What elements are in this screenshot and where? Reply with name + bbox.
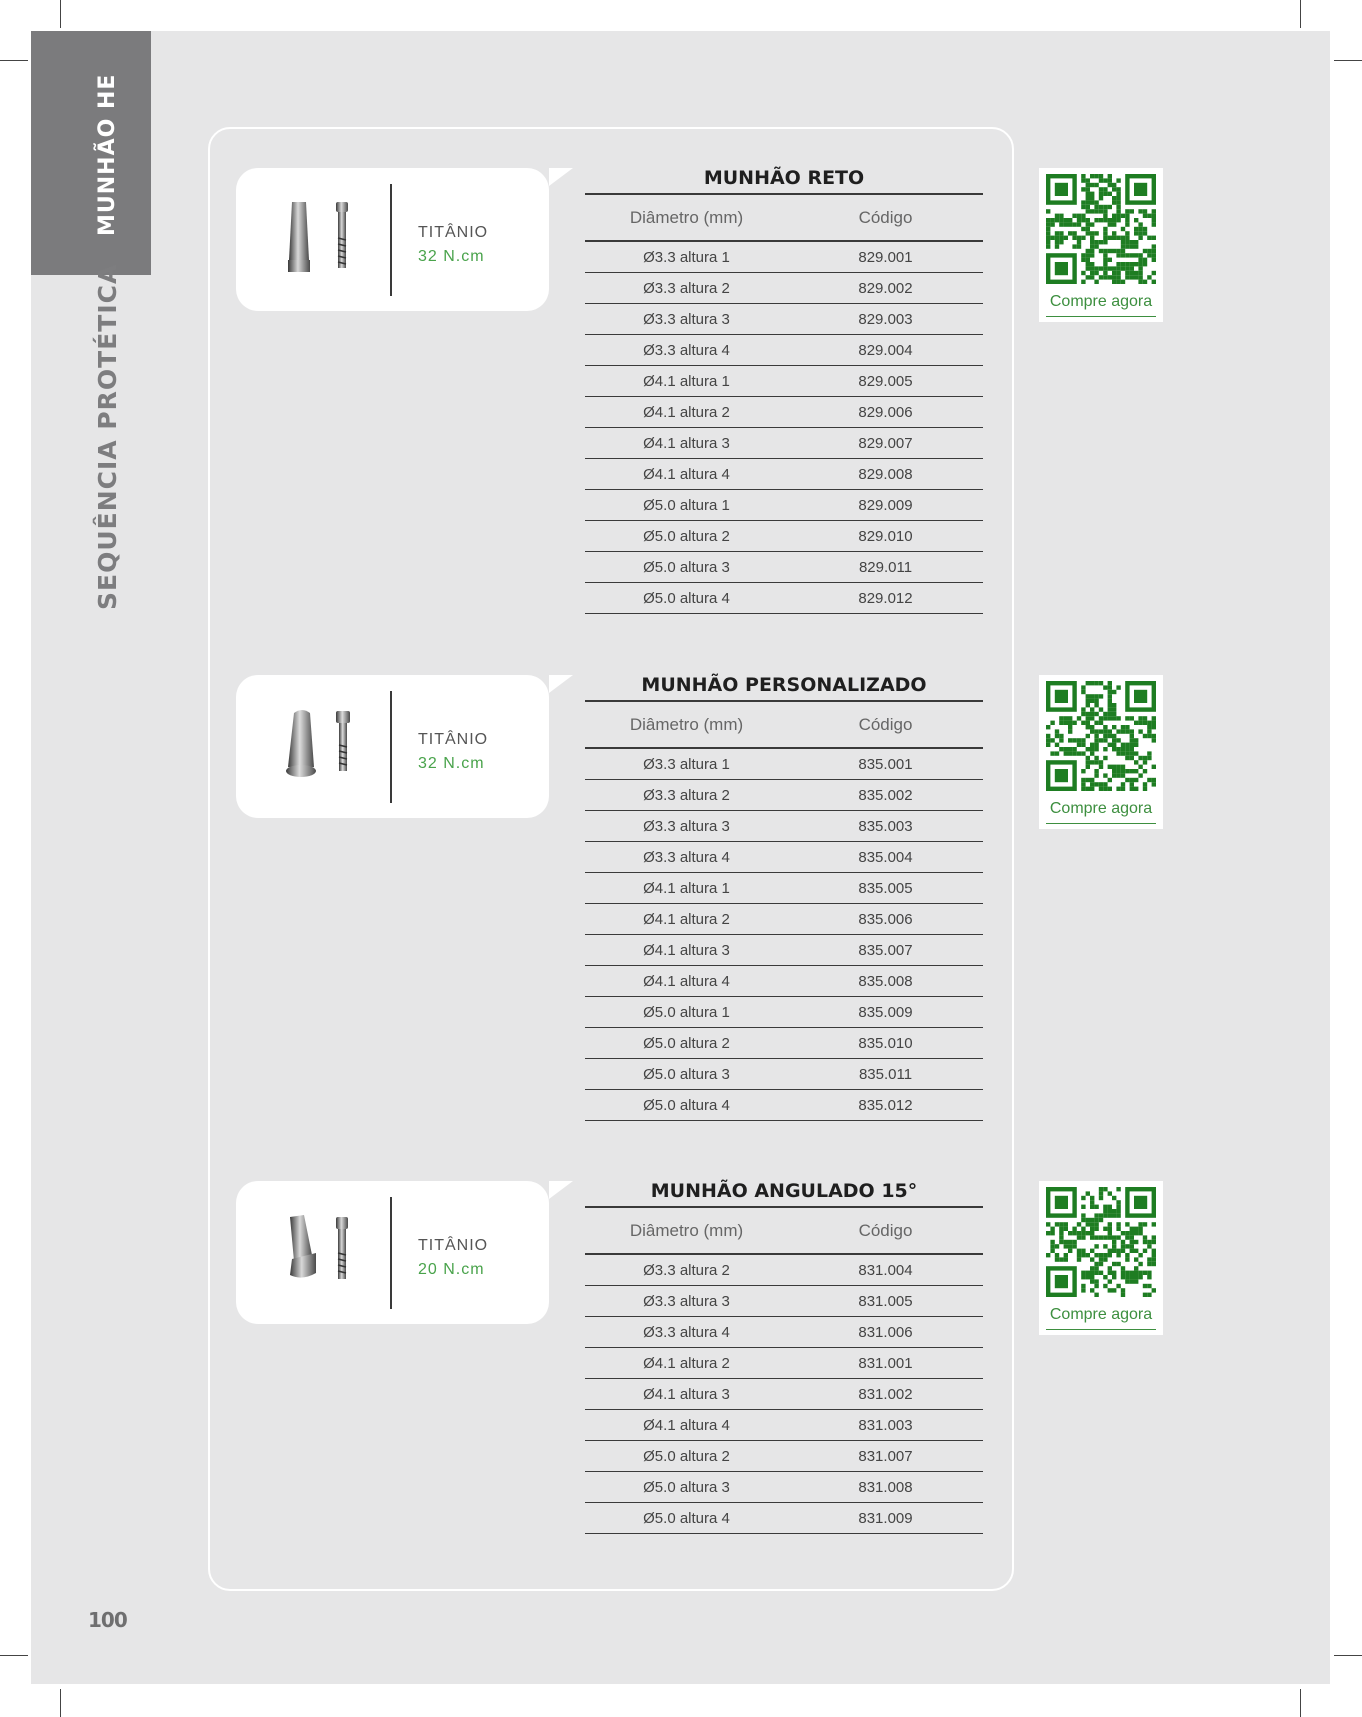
product-table-reto [585, 163, 983, 614]
torque-label: 32 N.cm [418, 248, 485, 265]
table-row [585, 1090, 983, 1121]
header-diameter: Diâmetro (mm) [629, 1221, 744, 1240]
torque-label: 20 N.cm [418, 1261, 485, 1278]
abutment-custom-image [282, 705, 362, 785]
code-cell: 835.008 [858, 973, 913, 990]
table-row [585, 242, 983, 273]
material-label: TITÂNIO [418, 1237, 489, 1254]
diameter-cell: Ø3.3 altura 4 [643, 342, 730, 359]
code-cell: 831.004 [858, 1262, 913, 1279]
table-row [585, 366, 983, 397]
page-number: 100 [88, 1608, 127, 1632]
table-row [585, 1441, 983, 1472]
chapter-tab [31, 31, 151, 275]
table-header [585, 1208, 983, 1253]
qr-code-icon[interactable] [1046, 1187, 1156, 1297]
header-diameter: Diâmetro (mm) [629, 715, 744, 734]
card-divider [390, 184, 392, 296]
code-cell: 829.007 [858, 435, 913, 452]
diameter-cell: Ø4.1 altura 1 [643, 373, 730, 390]
table-title: MUNHÃO ANGULADO 15° [650, 1180, 918, 1202]
link-underline [1046, 1329, 1156, 1330]
card-tip [549, 1181, 573, 1199]
code-cell: 829.008 [858, 466, 913, 483]
code-cell: 831.005 [858, 1293, 913, 1310]
table-row [585, 780, 983, 811]
code-cell: 829.009 [858, 497, 913, 514]
table-row [585, 1503, 983, 1534]
card-divider [390, 1197, 392, 1309]
code-cell: 835.010 [858, 1035, 913, 1052]
table-row [585, 873, 983, 904]
table-title: MUNHÃO RETO [703, 167, 865, 189]
product-table-personalizado [585, 670, 983, 1121]
diameter-cell: Ø5.0 altura 3 [643, 559, 730, 576]
diameter-cell: Ø4.1 altura 2 [643, 1355, 730, 1372]
code-cell: 835.004 [858, 849, 913, 866]
code-cell: 829.010 [858, 528, 913, 545]
crop-mark [0, 60, 28, 61]
diameter-cell: Ø3.3 altura 3 [643, 311, 730, 328]
diameter-cell: Ø5.0 altura 1 [643, 1004, 730, 1021]
table-row [585, 552, 983, 583]
table-row [585, 1472, 983, 1503]
product-card-reto [236, 168, 549, 311]
card-divider [390, 691, 392, 803]
header-code: Código [858, 1221, 913, 1240]
diameter-cell: Ø4.1 altura 4 [643, 973, 730, 990]
crop-mark [0, 1655, 28, 1656]
abutment-angled-image [282, 1211, 362, 1291]
diameter-cell: Ø4.1 altura 4 [643, 466, 730, 483]
code-cell: 835.002 [858, 787, 913, 804]
code-cell: 835.003 [858, 818, 913, 835]
table-row [585, 521, 983, 552]
diameter-cell: Ø4.1 altura 2 [643, 404, 730, 421]
diameter-cell: Ø5.0 altura 2 [643, 528, 730, 545]
header-diameter: Diâmetro (mm) [629, 208, 744, 227]
table-title: MUNHÃO PERSONALIZADO [641, 674, 927, 696]
diameter-cell: Ø5.0 altura 2 [643, 1448, 730, 1465]
diameter-cell: Ø5.0 altura 3 [643, 1479, 730, 1496]
buy-now-link[interactable]: Compre agora [1049, 800, 1153, 817]
table-header [585, 702, 983, 747]
crop-mark [1334, 1655, 1362, 1656]
product-card-personalizado [236, 675, 549, 818]
code-cell: 829.006 [858, 404, 913, 421]
code-cell: 829.004 [858, 342, 913, 359]
qr-card-reto[interactable] [1039, 168, 1163, 322]
code-cell: 829.005 [858, 373, 913, 390]
code-cell: 831.002 [858, 1386, 913, 1403]
diameter-cell: Ø4.1 altura 3 [643, 435, 730, 452]
table-row [585, 1348, 983, 1379]
diameter-cell: Ø5.0 altura 1 [643, 497, 730, 514]
torque-label: 32 N.cm [418, 755, 485, 772]
code-cell: 829.001 [858, 249, 913, 266]
diameter-cell: Ø4.1 altura 3 [643, 1386, 730, 1403]
buy-now-link[interactable]: Compre agora [1049, 293, 1153, 310]
crop-mark [1300, 1689, 1301, 1717]
diameter-cell: Ø5.0 altura 4 [643, 590, 730, 607]
diameter-cell: Ø4.1 altura 4 [643, 1417, 730, 1434]
card-tip [549, 675, 573, 693]
table-header [585, 195, 983, 240]
table-body [585, 749, 983, 1121]
diameter-cell: Ø5.0 altura 3 [643, 1066, 730, 1083]
qr-card-angulado[interactable] [1039, 1181, 1163, 1335]
table-row [585, 335, 983, 366]
table-row [585, 997, 983, 1028]
header-code: Código [858, 208, 913, 227]
crop-mark [60, 0, 61, 28]
table-row [585, 935, 983, 966]
code-cell: 831.006 [858, 1324, 913, 1341]
product-card-angulado [236, 1181, 549, 1324]
card-tip [549, 168, 573, 186]
crop-mark [60, 1689, 61, 1717]
abutment-straight-image [282, 198, 362, 278]
qr-code-icon[interactable] [1046, 174, 1156, 284]
diameter-cell: Ø3.3 altura 3 [643, 1293, 730, 1310]
code-cell: 835.001 [858, 756, 913, 773]
qr-card-personalizado[interactable] [1039, 675, 1163, 829]
header-code: Código [858, 715, 913, 734]
crop-mark [1334, 60, 1362, 61]
diameter-cell: Ø4.1 altura 2 [643, 911, 730, 928]
table-row [585, 459, 983, 490]
diameter-cell: Ø3.3 altura 4 [643, 849, 730, 866]
diameter-cell: Ø5.0 altura 4 [643, 1097, 730, 1114]
table-row [585, 842, 983, 873]
code-cell: 829.002 [858, 280, 913, 297]
buy-now-link[interactable]: Compre agora [1049, 1306, 1153, 1323]
code-cell: 831.008 [858, 1479, 913, 1496]
diameter-cell: Ø3.3 altura 2 [643, 1262, 730, 1279]
diameter-cell: Ø3.3 altura 2 [643, 280, 730, 297]
code-cell: 835.011 [858, 1066, 913, 1083]
section-label: SEQUÊNCIA PROTÉTICA [93, 263, 122, 610]
crop-mark [1300, 0, 1301, 28]
table-row [585, 583, 983, 614]
code-cell: 835.009 [858, 1004, 913, 1021]
code-cell: 831.003 [858, 1417, 913, 1434]
table-row [585, 1317, 983, 1348]
qr-code-icon[interactable] [1046, 681, 1156, 791]
table-row [585, 904, 983, 935]
diameter-cell: Ø5.0 altura 2 [643, 1035, 730, 1052]
table-row [585, 1255, 983, 1286]
code-cell: 831.007 [858, 1448, 913, 1465]
table-row [585, 1410, 983, 1441]
diameter-cell: Ø4.1 altura 3 [643, 942, 730, 959]
diameter-cell: Ø4.1 altura 1 [643, 880, 730, 897]
table-row [585, 1286, 983, 1317]
table-row [585, 966, 983, 997]
table-row [585, 1059, 983, 1090]
table-row [585, 273, 983, 304]
table-row [585, 1028, 983, 1059]
material-label: TITÂNIO [418, 731, 489, 748]
diameter-cell: Ø5.0 altura 4 [643, 1510, 730, 1527]
code-cell: 831.009 [858, 1510, 913, 1527]
code-cell: 835.012 [858, 1097, 913, 1114]
code-cell: 835.006 [858, 911, 913, 928]
diameter-cell: Ø3.3 altura 2 [643, 787, 730, 804]
table-row [585, 490, 983, 521]
table-row [585, 811, 983, 842]
code-cell: 831.001 [858, 1355, 913, 1372]
code-cell: 829.011 [858, 559, 913, 576]
diameter-cell: Ø3.3 altura 4 [643, 1324, 730, 1341]
diameter-cell: Ø3.3 altura 1 [643, 249, 730, 266]
diameter-cell: Ø3.3 altura 1 [643, 756, 730, 773]
table-body [585, 242, 983, 614]
code-cell: 835.007 [858, 942, 913, 959]
code-cell: 829.012 [858, 590, 913, 607]
link-underline [1046, 316, 1156, 317]
link-underline [1046, 823, 1156, 824]
diameter-cell: Ø3.3 altura 3 [643, 818, 730, 835]
material-label: TITÂNIO [418, 224, 489, 241]
table-row [585, 749, 983, 780]
table-row [585, 428, 983, 459]
table-row [585, 397, 983, 428]
table-row [585, 1379, 983, 1410]
code-cell: 835.005 [858, 880, 913, 897]
code-cell: 829.003 [858, 311, 913, 328]
product-table-angulado [585, 1176, 983, 1534]
table-row [585, 304, 983, 335]
table-body [585, 1255, 983, 1534]
chapter-tab-label: MUNHÃO HE [95, 73, 120, 236]
